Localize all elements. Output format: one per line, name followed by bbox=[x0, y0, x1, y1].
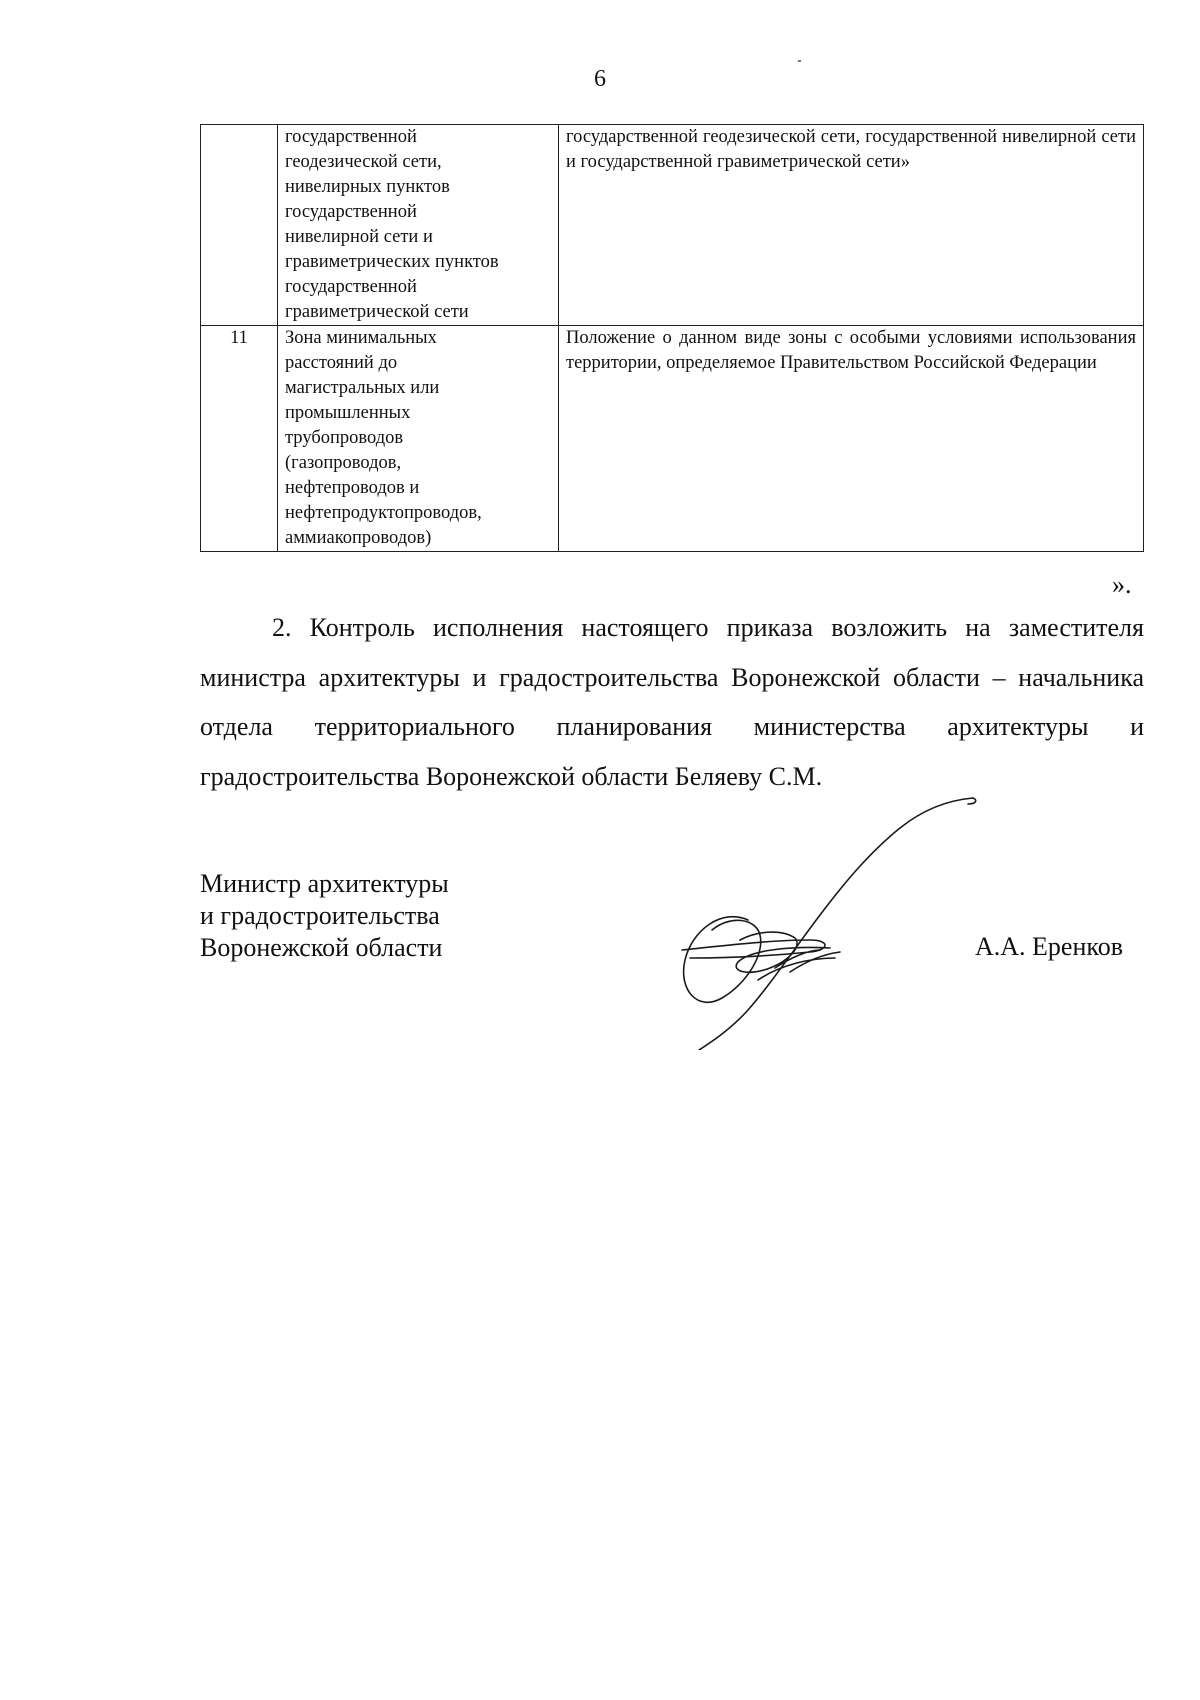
scan-dot bbox=[798, 60, 801, 62]
zone-name-line: трубопроводов bbox=[285, 428, 404, 448]
signer-name: А.А. Еренков bbox=[975, 932, 1123, 961]
zone-name-line: Зона минимальных bbox=[285, 328, 437, 348]
signer-position-line: Воронежской области bbox=[200, 933, 443, 962]
page-number: 6 bbox=[594, 66, 606, 92]
table-row bbox=[201, 326, 1144, 552]
row-number-cell bbox=[201, 125, 278, 326]
zone-name-cell bbox=[278, 125, 559, 326]
handwritten-signature bbox=[630, 790, 990, 1050]
zone-name-line: государственной bbox=[285, 202, 417, 222]
zone-name-line: промышленных bbox=[285, 403, 411, 423]
table-row bbox=[201, 125, 1144, 326]
zone-name-line: геодезической сети, bbox=[285, 152, 442, 172]
signer-position bbox=[200, 868, 449, 964]
signer-position-line: и градостроительства bbox=[200, 901, 440, 930]
zone-name-line: аммиакопроводов) bbox=[285, 528, 432, 548]
zones-table bbox=[200, 124, 1144, 552]
zone-name-line: магистральных или bbox=[285, 378, 440, 398]
zone-name-line: гравиметрических пунктов bbox=[285, 252, 499, 272]
zone-name-cell bbox=[278, 326, 559, 552]
row-number-cell: 11 bbox=[201, 326, 278, 552]
zone-name-line: нефтепродуктопроводов, bbox=[285, 503, 482, 523]
zone-document-cell bbox=[559, 125, 1144, 326]
control-paragraph-text: 2. Контроль исполнения настоящего приказа возложить на заместителя министра архитектуры и градостроительства Воронежской области – начальника отдела территориального планирования министерства архитектуры и градостроительства Воронежской области Беляеву С.М. bbox=[200, 613, 1144, 791]
zone-name-line: (газопроводов, bbox=[285, 453, 402, 473]
zone-name-line: нефтепроводов и bbox=[285, 478, 420, 498]
zone-name-line: расстояний до bbox=[285, 353, 398, 373]
control-paragraph bbox=[200, 603, 1144, 801]
zone-document-text: государственной геодезической сети, государственной нивелирной сети и государственной гравиметрической сети» bbox=[566, 127, 1136, 172]
closing-quote: ». bbox=[1112, 570, 1132, 599]
zone-name-line: нивелирных пунктов bbox=[285, 177, 450, 197]
signer-position-line: Министр архитектуры bbox=[200, 869, 449, 898]
zone-name-line: нивелирной сети и bbox=[285, 227, 433, 247]
zone-document-cell bbox=[559, 326, 1144, 552]
zone-name-line: государственной bbox=[285, 277, 417, 297]
zone-document-text: Положение о данном виде зоны с особыми условиями использования территории, определяемое Правительством Российской Федерации bbox=[566, 328, 1136, 373]
zone-name-line: гравиметрической сети bbox=[285, 302, 469, 322]
zone-name-line: государственной bbox=[285, 127, 417, 147]
